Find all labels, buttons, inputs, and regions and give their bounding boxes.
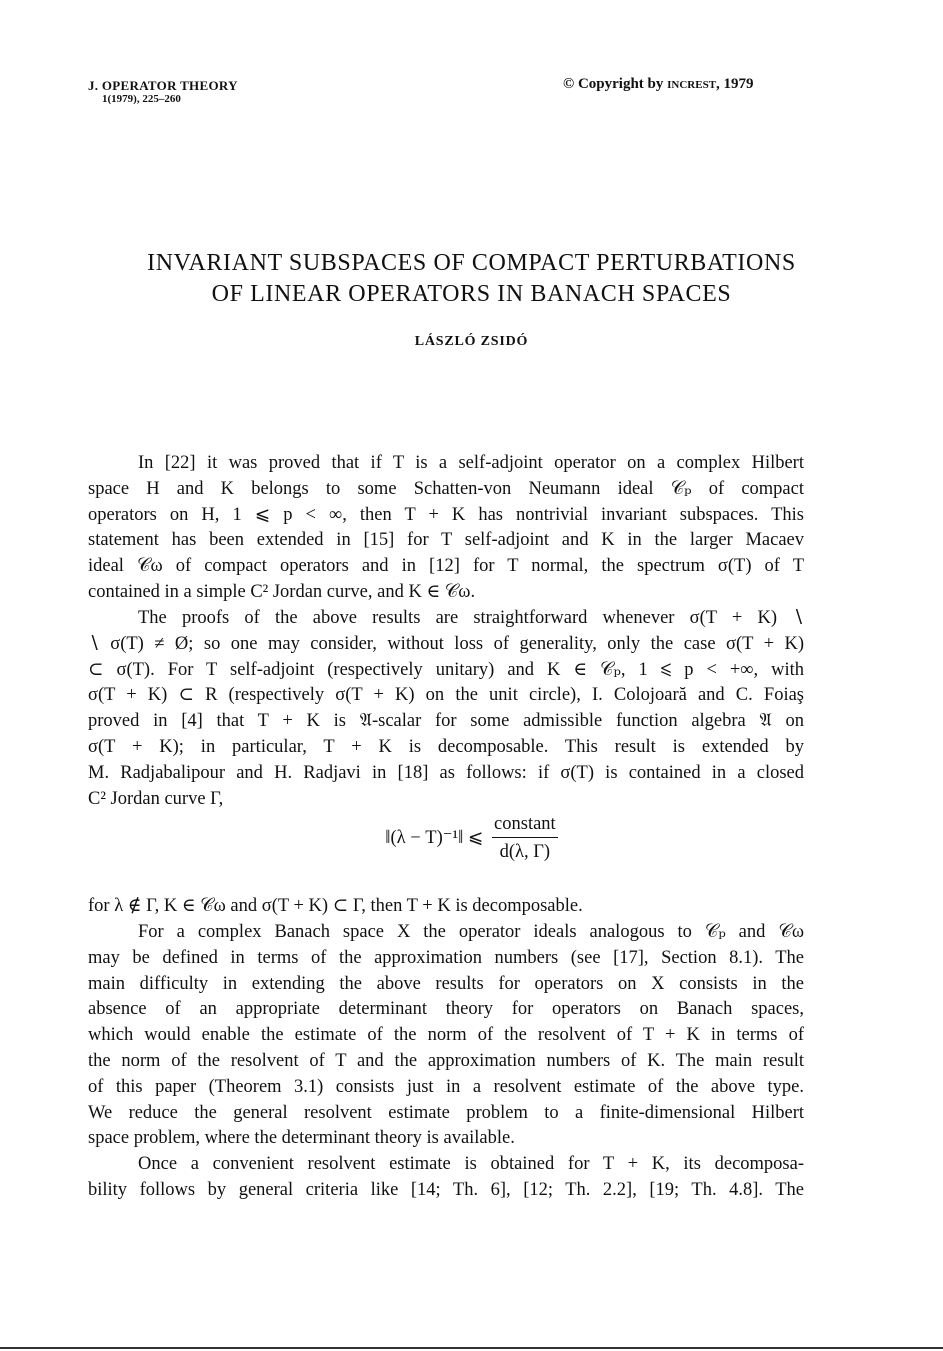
text-line: For a complex Banach space X the operator ideals analogous to 𝒞ₚ and 𝒞ω [138,922,804,942]
text-line: may be defined in terms of the approximation numbers (see [17], Section 8.1). The [88,947,804,968]
copyright-prefix: © Copyright by [563,76,668,92]
formula-denominator: d(λ, Γ) [499,842,551,862]
copyright-org: INCREST [667,79,717,91]
text-line: The proofs of the above results are straightforward whenever σ(T + K) ∖ [138,608,804,628]
text-line: ⊂ σ(T). For T self-adjoint (respectively unitary) and K ∈ 𝒞ₚ, 1 ⩽ p < +∞, with [88,659,804,680]
text-line: statement has been extended in [15] for T self-adjoint and K in the larger Macaev [88,530,804,551]
text-line: M. Radjabalipour and H. Radjavi in [18] as follows: if σ(T) is contained in a closed [88,762,804,783]
text-line: space H and K belongs to some Schatten-von Neumann ideal 𝒞ₚ of compact [88,478,804,499]
text-line: In [22] it was proved that if T is a self-adjoint operator on a complex Hilbert [138,453,804,473]
text-line: which would enable the estimate of the norm of the resolvent of T + K in terms of [88,1025,804,1046]
title-line-2: OF LINEAR OPERATORS IN BANACH SPACES [211,281,732,307]
page-edge [0,1347,943,1349]
text-line: ∖ σ(T) ≠ Ø; so one may consider, without loss of generality, only the case σ(T + K) [88,633,804,654]
text-line: contained in a simple C² Jordan curve, and K ∈ 𝒞ω. [88,582,476,602]
text-line: of this paper (Theorem 3.1) consists just in a resolvent estimate of the above type. [88,1076,804,1097]
text-line: σ(T + K) ⊂ R (respectively σ(T + K) on the unit circle), I. Colojoară and C. Foiaş [88,685,804,706]
formula-fraction [492,814,558,863]
copyright-notice [563,76,754,93]
text-line: for λ ∉ Γ, K ∈ 𝒞ω and σ(T + K) ⊂ Γ, then T + K is decomposable. [88,896,583,916]
formula-numerator: constant [492,814,558,838]
title-line-1: INVARIANT SUBSPACES OF COMPACT PERTURBATIONS [147,250,796,276]
text-line: Once a convenient resolvent estimate is obtained for T + K, its decomposa- [138,1154,804,1174]
author: LÁSZLÓ ZSIDÓ [414,334,529,349]
text-line: σ(T + K); in particular, T + K is decomposable. This result is extended by [88,737,804,757]
copyright-year: , 1979 [716,76,754,92]
text-line: operators on H, 1 ⩽ p < ∞, then T + K has nontrivial invariant subspaces. This [88,504,804,525]
formula-lhs: ‖(λ − T)⁻¹‖ ⩽ [385,827,484,848]
text-line: space problem, where the determinant theory is available. [88,1128,515,1149]
text-line: C² Jordan curve Γ, [88,788,224,809]
text-line: bility follows by general criteria like [14; Th. 6], [12; Th. 2.2], [19; Th. 4.8]. The [88,1179,804,1200]
text-line: the norm of the resolvent of T and the approximation numbers of K. The main result [88,1051,804,1071]
formula [0,814,943,863]
text-line: main difficulty in extending the above results for operators on X consists in the [88,973,804,994]
journal-name: J. OPERATOR THEORY [88,78,238,93]
text-line: proved in [4] that T + K is 𝔄-scalar for some admissible function algebra 𝔄 on [88,711,804,732]
text-line: absence of an appropriate determinant theory for operators on Banach spaces, [88,999,804,1020]
text-line: We reduce the general resolvent estimate problem to a finite-dimensional Hilbert [88,1102,804,1123]
journal-volume: 1(1979), 225–260 [102,93,181,105]
text-line: ideal 𝒞ω of compact operators and in [12] for T normal, the spectrum σ(T) of T [88,556,804,577]
